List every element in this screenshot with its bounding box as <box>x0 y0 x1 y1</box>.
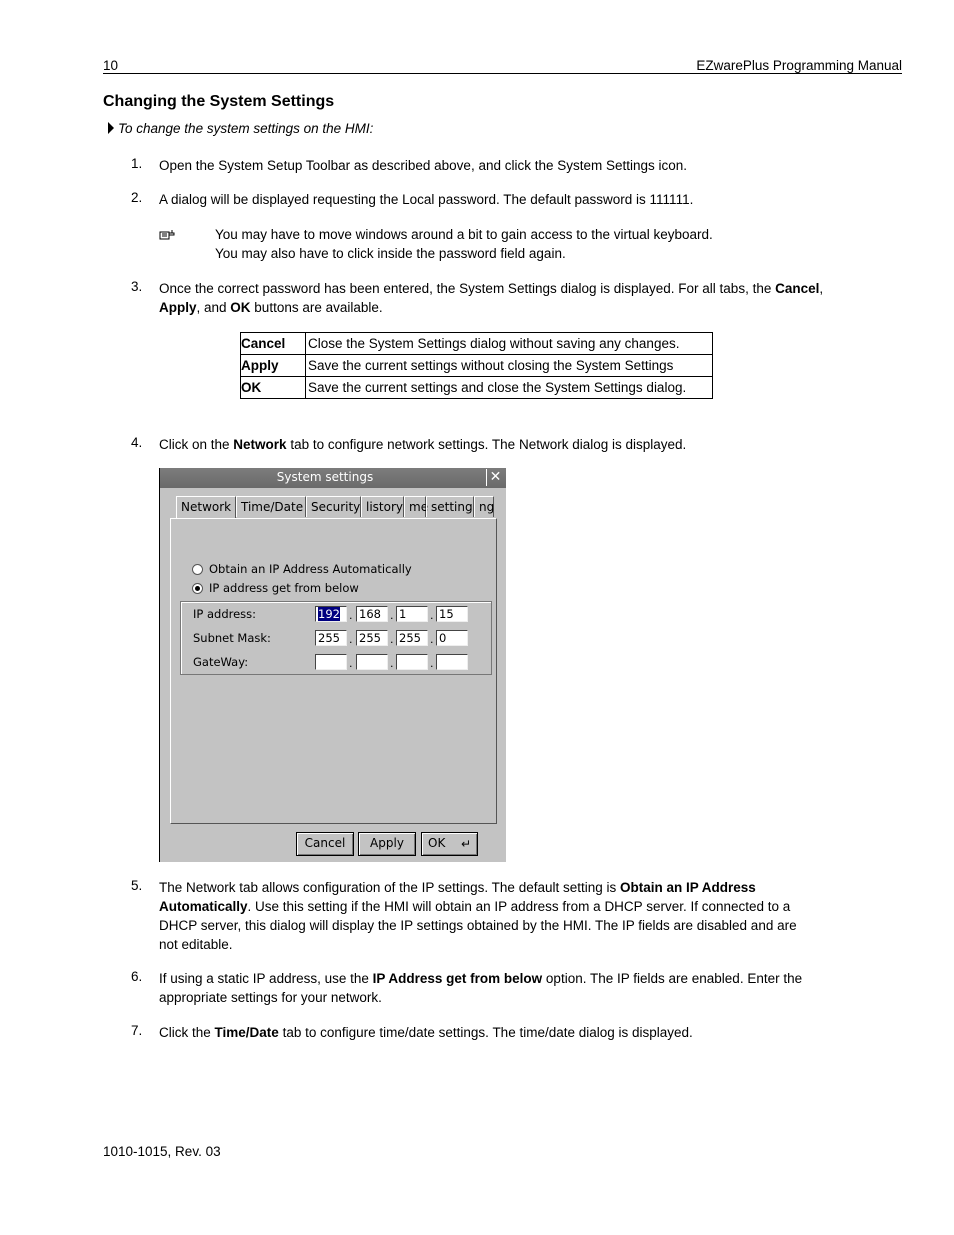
tab-setting[interactable]: setting <box>426 496 474 517</box>
step-text: A dialog will be displayed requesting the Local password. The default password is 111111. <box>159 192 694 207</box>
note-text <box>215 225 713 263</box>
step-text <box>159 1023 693 1042</box>
step-number: 4. <box>131 435 143 450</box>
procedure-intro-text: To change the system settings on the HMI: <box>118 121 374 136</box>
step-text-part: . Use this setting if the HMI will obtain an IP address from a DHCP server. If connected to a <box>247 899 791 914</box>
ip-address-label: IP address: <box>193 607 257 621</box>
step-text-bold: IP Address get from below <box>372 971 543 986</box>
close-icon[interactable]: ✕ <box>486 469 504 486</box>
step-text-part: Click the <box>159 1025 215 1040</box>
table-row <box>241 355 713 377</box>
header-rule <box>103 73 902 74</box>
tab-network[interactable]: Network <box>176 496 236 519</box>
tab-time-date[interactable]: Time/Date <box>236 496 306 517</box>
step-text-part: , and <box>196 300 231 315</box>
step-text-part: option. The IP fields are enabled. Enter the <box>542 971 803 986</box>
ip-octet-1[interactable] <box>315 606 347 622</box>
radio-manual-label: IP address get from below <box>209 581 359 595</box>
step-text-bold: Time/Date <box>214 1025 279 1040</box>
step-number: 5. <box>131 878 143 893</box>
table-cell-key: Cancel <box>241 333 306 355</box>
step-text-bold: Obtain an IP Address <box>620 880 756 895</box>
enter-key-icon: ↵ <box>460 837 471 851</box>
procedure-intro <box>108 121 373 136</box>
buttons-table <box>240 332 713 399</box>
step-number: 1. <box>131 156 143 171</box>
gateway-octet-3[interactable] <box>396 654 428 670</box>
gateway-octet-1[interactable] <box>315 654 347 670</box>
step-text-part: tab to configure time/date settings. The time/date dialog is displayed. <box>278 1025 693 1040</box>
step-text <box>159 878 859 954</box>
subnet-octet-4[interactable]: 0 <box>436 630 468 646</box>
gateway-octet-4[interactable] <box>436 654 468 670</box>
tab-history[interactable]: listory <box>361 496 404 517</box>
step-text-part: The Network tab allows configuration of the IP settings. The default setting is <box>159 880 621 895</box>
ip-octet-3[interactable]: 1 <box>396 606 428 622</box>
note-line-2: You may also have to click inside the password field again. <box>215 246 566 261</box>
subnet-mask-label: Subnet Mask: <box>193 631 271 645</box>
step-number: 3. <box>131 279 143 294</box>
step-text-part: appropriate settings for your network. <box>159 990 382 1005</box>
gateway-octet-2[interactable] <box>356 654 388 670</box>
dialog-titlebar <box>160 468 506 488</box>
subnet-octet-2[interactable]: 255 <box>356 630 388 646</box>
radio-ip-from-below[interactable] <box>192 581 359 595</box>
footer-doc-number: 1010-1015, Rev. 03 <box>103 1144 221 1159</box>
step-text-part: DHCP server, this dialog will display the IP settings obtained by the HMI. The IP fields are disabled and are <box>159 918 797 933</box>
ok-button[interactable] <box>421 832 478 856</box>
hand-pointing-icon <box>159 229 175 241</box>
step-text <box>159 279 859 317</box>
step-text <box>159 969 859 1007</box>
step-text-part: not editable. <box>159 937 233 952</box>
tab-ng[interactable]: ng <box>474 496 494 517</box>
table-cell-desc: Save the current settings without closing the System Settings <box>306 355 713 377</box>
radio-auto-label: Obtain an IP Address Automatically <box>209 562 412 576</box>
subnet-octet-1[interactable]: 255 <box>315 630 347 646</box>
ok-button-label: OK <box>428 836 446 850</box>
apply-button[interactable]: Apply <box>358 832 416 856</box>
manual-title: EZwarePlus Programming Manual <box>696 58 902 73</box>
step-text-part: buttons are available. <box>250 300 383 315</box>
table-row <box>241 377 713 399</box>
step-text-bold: Cancel <box>775 281 820 296</box>
dialog-title: System settings <box>276 470 374 484</box>
radio-obtain-automatically[interactable] <box>192 562 412 576</box>
step-number: 7. <box>131 1023 143 1038</box>
radio-button-selected-icon[interactable] <box>192 583 203 594</box>
ip-octet-2[interactable]: 168 <box>356 606 388 622</box>
step-text-part: If using a static IP address, use the <box>159 971 373 986</box>
tab-me[interactable]: me <box>404 496 426 517</box>
gateway-label: GateWay: <box>193 655 249 669</box>
step-number: 6. <box>131 969 143 984</box>
step-text: Open the System Setup Toolbar as described above, and click the System Settings icon. <box>159 158 688 173</box>
step-text-part: Once the correct password has been entered, the System Settings dialog is displayed. For all tabs, the <box>159 281 776 296</box>
ip-octet-1-value: 192 <box>318 607 340 621</box>
step-text-bold: Network <box>233 437 287 452</box>
ip-settings-group: IP address: Subnet Mask: GateWay: 192 . 168 . 1 . 15 255 . 255 . 255 . 0 . . . <box>180 601 492 675</box>
step-text-bold: OK <box>230 300 251 315</box>
section-title: Changing the System Settings <box>103 93 335 110</box>
table-row <box>241 333 713 355</box>
table-cell-desc: Close the System Settings dialog without saving any changes. <box>306 333 713 355</box>
subnet-octet-3[interactable]: 255 <box>396 630 428 646</box>
system-settings-dialog <box>159 468 506 862</box>
tab-security[interactable]: Security <box>306 496 361 517</box>
step-text-part: tab to configure network settings. The Network dialog is displayed. <box>286 437 687 452</box>
step-number: 2. <box>131 190 143 205</box>
table-cell-key: Apply <box>241 355 306 377</box>
page-number: 10 <box>103 58 119 73</box>
cancel-button[interactable]: Cancel <box>296 832 354 856</box>
step-text-part: Click on the <box>159 437 234 452</box>
ip-octet-4[interactable]: 15 <box>436 606 468 622</box>
note-line-1: You may have to move windows around a bit to gain access to the virtual keyboard. <box>215 227 713 242</box>
table-cell-desc: Save the current settings and close the System Settings dialog. <box>306 377 713 399</box>
step-text <box>159 435 686 454</box>
procedure-arrow-icon <box>108 122 114 134</box>
step-text-bold: Apply <box>159 300 197 315</box>
table-cell-key: OK <box>241 377 306 399</box>
step-text-part: , <box>819 281 824 296</box>
step-text-bold: Automatically <box>159 899 248 914</box>
radio-button-icon[interactable] <box>192 564 203 575</box>
